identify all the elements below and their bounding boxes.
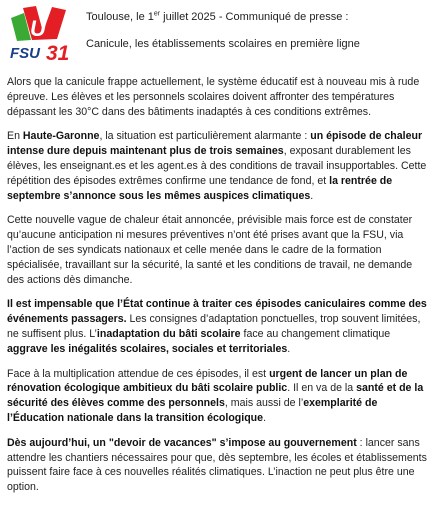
logo-number-31: 31 [46, 42, 70, 62]
document-body [7, 75, 432, 505]
text-run: . [310, 189, 314, 202]
text-run: : lancer sans attendre les chantiers nécessaires pour que, dès septembre, les écoles et établissements puissent faire face à ces nouvelles réalités climatiques. L’inaction ne peut plus être une option. [7, 436, 427, 494]
bold-text: un épisode de chaleur intense dure depuis maintenant plus de trois semaines [7, 130, 423, 158]
text-run: Les consignes d’adaptation ponctuelles, trop souvent limitées, ne suffisent plus. L’ [7, 313, 421, 340]
text-run: , mais aussi de l’ [224, 397, 304, 410]
bold-text: Dès aujourd’hui, un "devoir de vacances" s’impose au gouvernement [7, 436, 357, 449]
bold-text: inadaptation du bâti scolaire [96, 327, 241, 340]
paragraph [7, 436, 432, 495]
paragraph [7, 213, 432, 287]
document-subtitle: Canicule, les établissements scolaires en première ligne [86, 38, 360, 50]
bold-text: exemplarité de l’Éducation nationale dans la transition écologique [7, 397, 378, 424]
paragraph [7, 75, 432, 119]
bold-text: Il est impensable que l’État continue à traiter ces épisodes caniculaires comme des événements passagers. [7, 298, 427, 326]
fsu31-logo [6, 6, 74, 62]
text-run: , la situation est particulièrement alarmante : [99, 130, 311, 143]
paragraph [7, 367, 432, 426]
text-run: Face à la multiplication attendue de ces épisodes, il est [7, 367, 270, 380]
text-run: . Il en va de la [287, 382, 357, 395]
logo-u-letter: U [30, 16, 46, 41]
bold-text: urgent de lancer un plan de rénovation écologique ambitieux du bâti scolaire public [7, 367, 408, 395]
document-header [86, 10, 431, 51]
logo-fsu-text: FSU [10, 45, 40, 62]
paragraph [7, 129, 432, 203]
text-run: , exposant durablement les élèves, les enseignant.es et les agent.es à des conditions de travail insupportables. Cette répétition des épisodes extrêmes confirme une tendance de fond, et [7, 145, 427, 187]
text-run: En [7, 130, 23, 143]
date-ordinal-suffix: er [153, 10, 161, 18]
text-run: . [263, 411, 267, 424]
bold-text: Haute-Garonne [22, 130, 100, 143]
text-run: . [287, 342, 291, 355]
text-run: Alors que la canicule frappe actuellement, le système éducatif est à nouveau mis à rude épreuve. Les élèves et les personnels scolaires doivent affronter des températures dépassant les 30°C dans des bâtiments inadaptés à ces conditions extrêmes. [7, 76, 420, 118]
text-run: Cette nouvelle vague de chaleur était annoncée, prévisible mais force est de constater qu’aucune anticipation ni mesures préventives n’ont été prises avant que la FSU, via l’action de ses syndicats nationaux et celle menée dans le cadre de la formation spécialisée, travaillant sur la sécurité, la santé et les conditions de travail, ne demande des actions dès dimanche. [7, 214, 413, 286]
bold-text: santé et de la sécurité des élèves comme des personnels [7, 382, 424, 410]
place-date-line: Toulouse, le 1er juillet 2025 - Communiqué de presse : [86, 10, 349, 23]
text-run: face au changement climatique [240, 327, 391, 340]
bold-text: aggrave les inégalités scolaires, sociales et territoriales [7, 342, 288, 355]
bold-text: la rentrée de septembre s’annonce sous les mêmes auspices climatiques [7, 174, 393, 202]
paragraph [7, 297, 432, 356]
